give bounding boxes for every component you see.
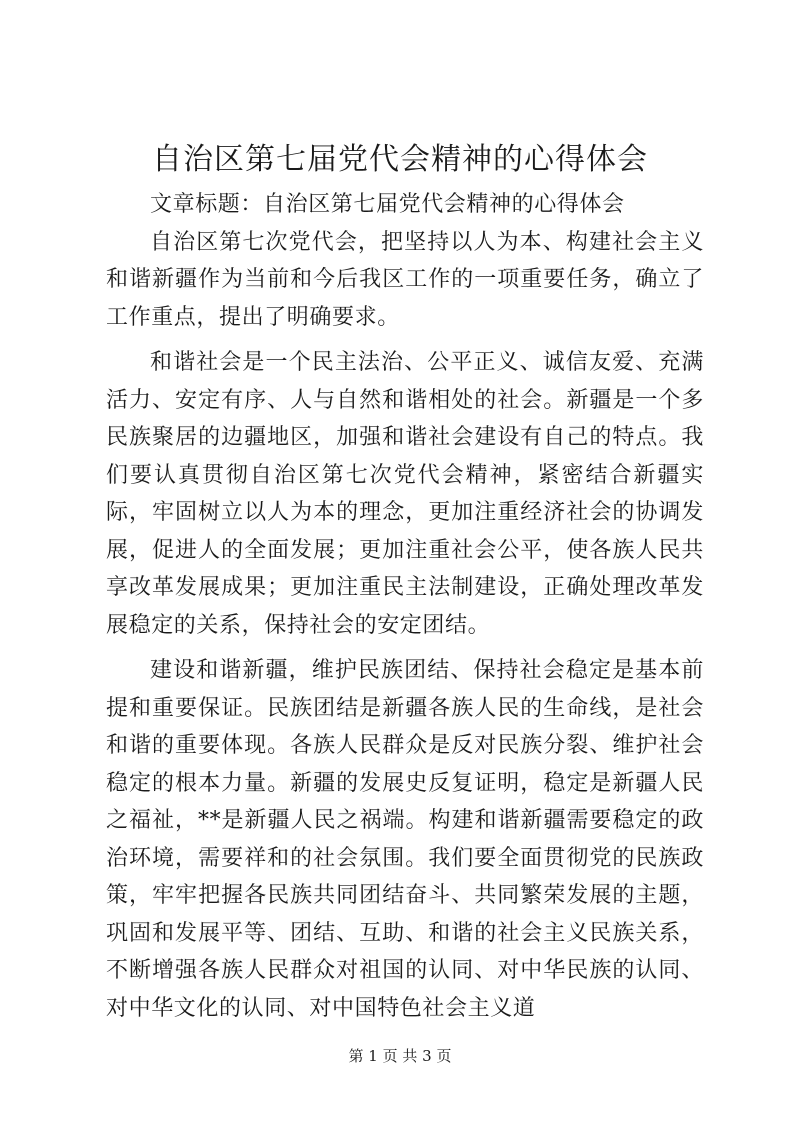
page-number-footer: 第 1 页 共 3 页 [348, 1047, 452, 1065]
article-title-line: 文章标题：自治区第七届党代会精神的心得体会 [150, 192, 625, 217]
paragraph-intro: 自治区第七次党代会，把坚持以人为本、构建社会主义和谐新疆作为当前和今后我区工作的一项重要任务，确立了工作重点，提出了明确要求。 [106, 229, 704, 330]
document-body [106, 186, 704, 1027]
paragraph-harmonious-society: 和谐社会是一个民主法治、公平正义、诚信友爱、充满活力、安定有序、人与自然和谐相处的社会。新疆是一个多民族聚居的边疆地区，加强和谐社会建设有自己的特点。我们要认真贯彻自治区第七次党代会精神，紧密结合新疆实际，牢固树立以人为本的理念，更加注重经济社会的协调发展，促进人的全面发展；更加注重社会公平，使各族人民共享改革发展成果；更加注重民主法制建设，正确处理改革发展稳定的关系，保持社会的安定团结。 [106, 350, 704, 638]
document-title: 自治区第七届党代会精神的心得体会 [152, 142, 648, 177]
paragraph-ethnic-unity: 建设和谐新疆，维护民族团结、保持社会稳定是基本前提和重要保证。民族团结是新疆各族人民的生命线，是社会和谐的重要体现。各族人民群众是反对民族分裂、维护社会稳定的根本力量。新疆的发展史反复证明，稳定是新疆人民之福祉，**是新疆人民之祸端。构建和谐新疆需要稳定的政治环境，需要祥和的社会氛围。我们要全面贯彻党的民族政策，牢牢把握各民族共同团结奋斗、共同繁荣发展的主题，巩固和发展平等、团结、互助、和谐的社会主义民族关系，不断增强各族人民群众对祖国的认同、对中华民族的认同、对中华文化的认同、对中国特色社会主义道 [106, 658, 704, 1021]
